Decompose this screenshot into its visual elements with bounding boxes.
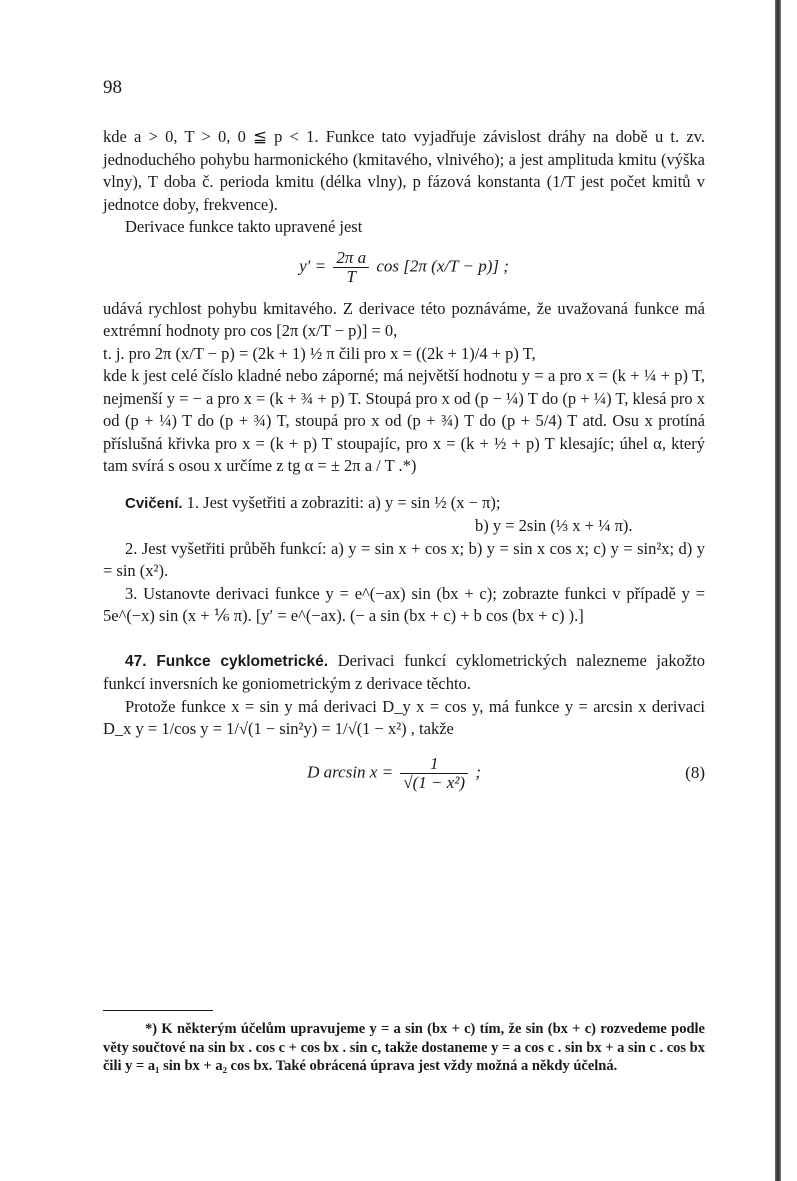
paragraph-extremes: t. j. pro 2π (x/T − p) = (2k + 1) ½ π čili pro x = ((2k + 1)/4 + p) T, bbox=[103, 343, 536, 363]
section-47-intro bbox=[103, 650, 705, 696]
formula-arcsin-lhs: D arcsin x = bbox=[307, 761, 394, 781]
footnote bbox=[103, 1020, 705, 1076]
section-47-title: 47. Funkce cyklometrické. bbox=[125, 652, 329, 670]
exercise-2: 2. Jest vyšetřiti průběh funkcí: a) y = sin x + cos x; b) y = sin x cos x; c) y = sin²x; d) y = sin (x²). bbox=[103, 538, 705, 580]
section-47-intro-text: Derivaci funkcí cyklometrických nalezneme jakožto funkcí inversních ke goniometrickým z derivace těchto. bbox=[103, 650, 705, 693]
formula-derivative-lhs: y′ = bbox=[299, 255, 327, 275]
formula-arcsin-numerator: 1 bbox=[400, 755, 468, 774]
formula-arcsin-end: ; bbox=[475, 761, 482, 781]
formula-arcsin-number: (8) bbox=[685, 763, 705, 782]
exercise-1a-text: 1. Jest vyšetřiti a zobraziti: a) y = sin ½ (x − π); bbox=[186, 492, 501, 512]
page-binding-edge bbox=[775, 0, 781, 1181]
formula-arcsin bbox=[103, 755, 705, 792]
paragraph-derivative-intro: Derivace funkce takto upravené jest bbox=[125, 217, 363, 236]
spacer bbox=[103, 478, 705, 492]
exercise-3: 3. Ustanovte derivaci funkce y = e^(−ax) sin (bx + c); zobrazte funkci v případě y = 5e^(−x) sin (x + ⅙ π). [y′ = e^(−ax). (− a sin (bx + c) + b cos (bx + c) ).] bbox=[103, 583, 705, 625]
formula-arcsin-denominator: √(1 − x²) bbox=[403, 772, 466, 792]
formula-derivative-fraction bbox=[333, 249, 369, 286]
footnote-text: *) K některým účelům upravujeme y = a sin (bx + c) tím, že sin (bx + c) rozvedeme podle věty součtové na sin bx . cos c + cos bx . sin c, takže dostaneme y = a cos c . sin bx + a sin c . cos bx čili y = a₁ sin bx + a₂ cos bx. Také obrácená úprava jest vždy možná a někdy účelná. bbox=[103, 1021, 705, 1074]
paragraph-monotonicity: kde k jest celé číslo kladné nebo záporné; má největší hodnotu y = a pro x = (k + ¼ + p) T, nejmenší y = − a pro x = (k + ¾ + p) T. Stoupá pro x od (p − ¼) T do (p + ¼) T, klesá pro x od (p + ¼) T do (p + ¾) T, stoupá pro x od (p + ¾) T do (p + 5/4) T atd. Osu x protíná příslušná křivka pro x = (k + p) T stoupajíc, pro x = (k + ½ + p) T klesajíc; úhel α, který tam svírá s osou x určíme z tg α = ± 2π a / T .*) bbox=[103, 366, 705, 475]
page-number: 98 bbox=[103, 77, 122, 98]
formula-derivative-rhs: cos [2π (x/T − p)] ; bbox=[376, 255, 509, 275]
section-47-arcsin-derivation: Protože funkce x = sin y má derivaci D_y x = cos y, má funkce y = arcsin x derivaci D_x y = 1/cos y = 1/√(1 − sin²y) = 1/√(1 − x²) , takže bbox=[103, 696, 705, 738]
formula-derivative bbox=[103, 249, 705, 286]
formula-derivative-numerator: 2π a bbox=[333, 249, 369, 268]
formula-arcsin-fraction bbox=[400, 755, 468, 792]
footnote-divider bbox=[103, 1010, 213, 1011]
exercises-title: Cvičení. bbox=[125, 494, 183, 512]
exercise-1b: b) y = 2sin (⅓ x + ¼ π). bbox=[475, 516, 633, 535]
page-body bbox=[103, 126, 705, 802]
formula-arcsin-equation bbox=[103, 755, 685, 792]
exercise-1a bbox=[103, 492, 705, 516]
formula-derivative-denominator: T bbox=[346, 266, 356, 286]
spacer bbox=[103, 628, 705, 650]
paragraph-velocity: udává rychlost pohybu kmitavého. Z derivace této poznáváme, že uvažovaná funkce má extrémní hodnoty pro cos [2π (x/T − p)] = 0, bbox=[103, 298, 705, 340]
paragraph-harmonic-motion: kde a > 0, T > 0, 0 ≦ p < 1. Funkce tato vyjadřuje závislost dráhy na době u t. zv. jednoduchého pohybu harmonického (kmitavého, vlnivého); a jest amplituda kmitu (výška vlny), T doba č. perioda kmitu (délka vlny), p fázová konstanta (1/T jest počet kmitů v jednotce doby, frekvence). bbox=[103, 127, 705, 214]
